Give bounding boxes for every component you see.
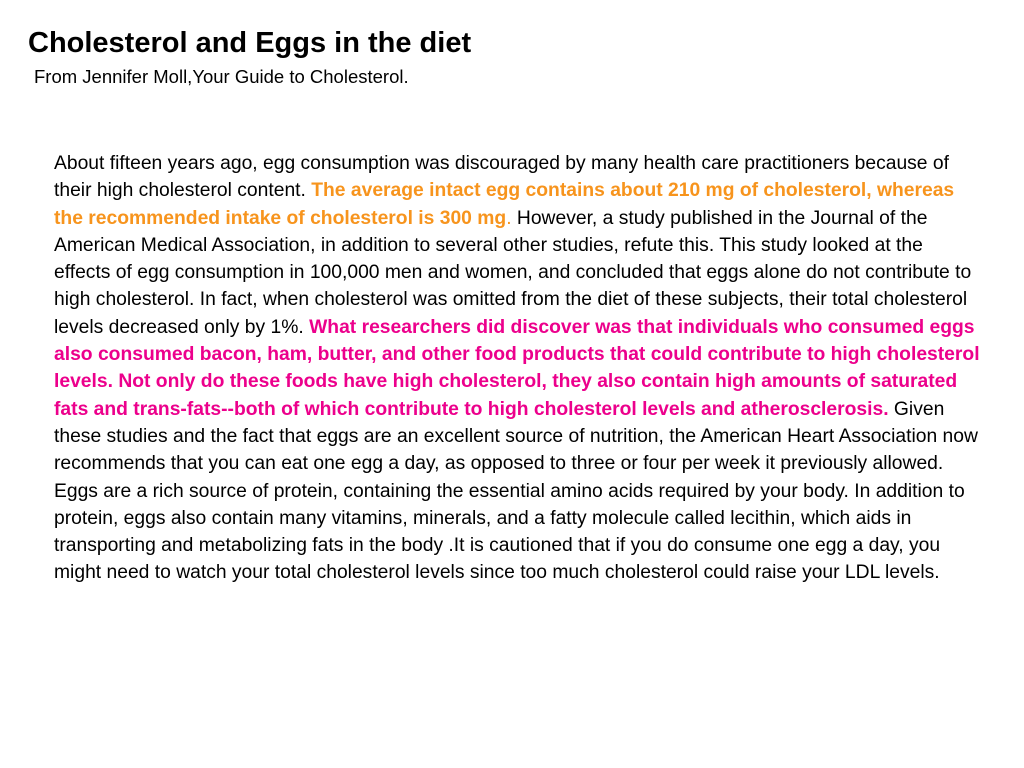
paragraph-intro-text: About fifteen years ago, egg consumption was discouraged by many health care practitioners because of their high cholesterol content. xyxy=(54,153,949,202)
paragraph-closing-text: Given these studies and the fact that eggs are an excellent source of nutrition, the American Heart Association now recommends that you can eat one egg a day, as opposed to three or four per week it previously allowed. Eggs are a rich source of protein, containing the essential amino acids required by your body. In addition to protein, eggs also contain many vitamins, minerals, and a fatty molecule called lecithin, which aids in transporting and metabolizing fats in the body .It is cautioned that if you do consume one egg a day, you might need to watch your total cholesterol levels since too much cholesterol could raise your LDL levels. xyxy=(54,398,978,584)
article-paragraph xyxy=(54,150,984,587)
orange-highlight-text: The average intact egg contains about 210 mg of cholesterol, whereas the recommended intake of cholesterol is 300 mg xyxy=(54,180,955,229)
slide-title: Cholesterol and Eggs in the diet xyxy=(28,27,472,59)
slide-subtitle: From Jennifer Moll,Your Guide to Cholesterol. xyxy=(34,66,409,87)
orange-highlight-period: . xyxy=(506,207,512,229)
pink-highlight-text: What researchers did discover was that individuals who consumed eggs also consumed bacon, ham, butter, and other food products that could contribute to high cholesterol levels. Not only do these foods have high cholesterol, they also contain high amounts of saturated fats and trans-fats--both of which contribute to high cholesterol levels and atherosclerosis. xyxy=(54,316,980,420)
paragraph-middle-text: However, a study published in the Journal of the American Medical Association, in addition to several other studies, refute this. This study looked at the effects of egg consumption in 100,000 men and women, and concluded that eggs alone do not contribute to high cholesterol. In fact, when cholesterol was omitted from the diet of these subjects, their total cholesterol levels decreased only by 1%. xyxy=(54,207,972,338)
